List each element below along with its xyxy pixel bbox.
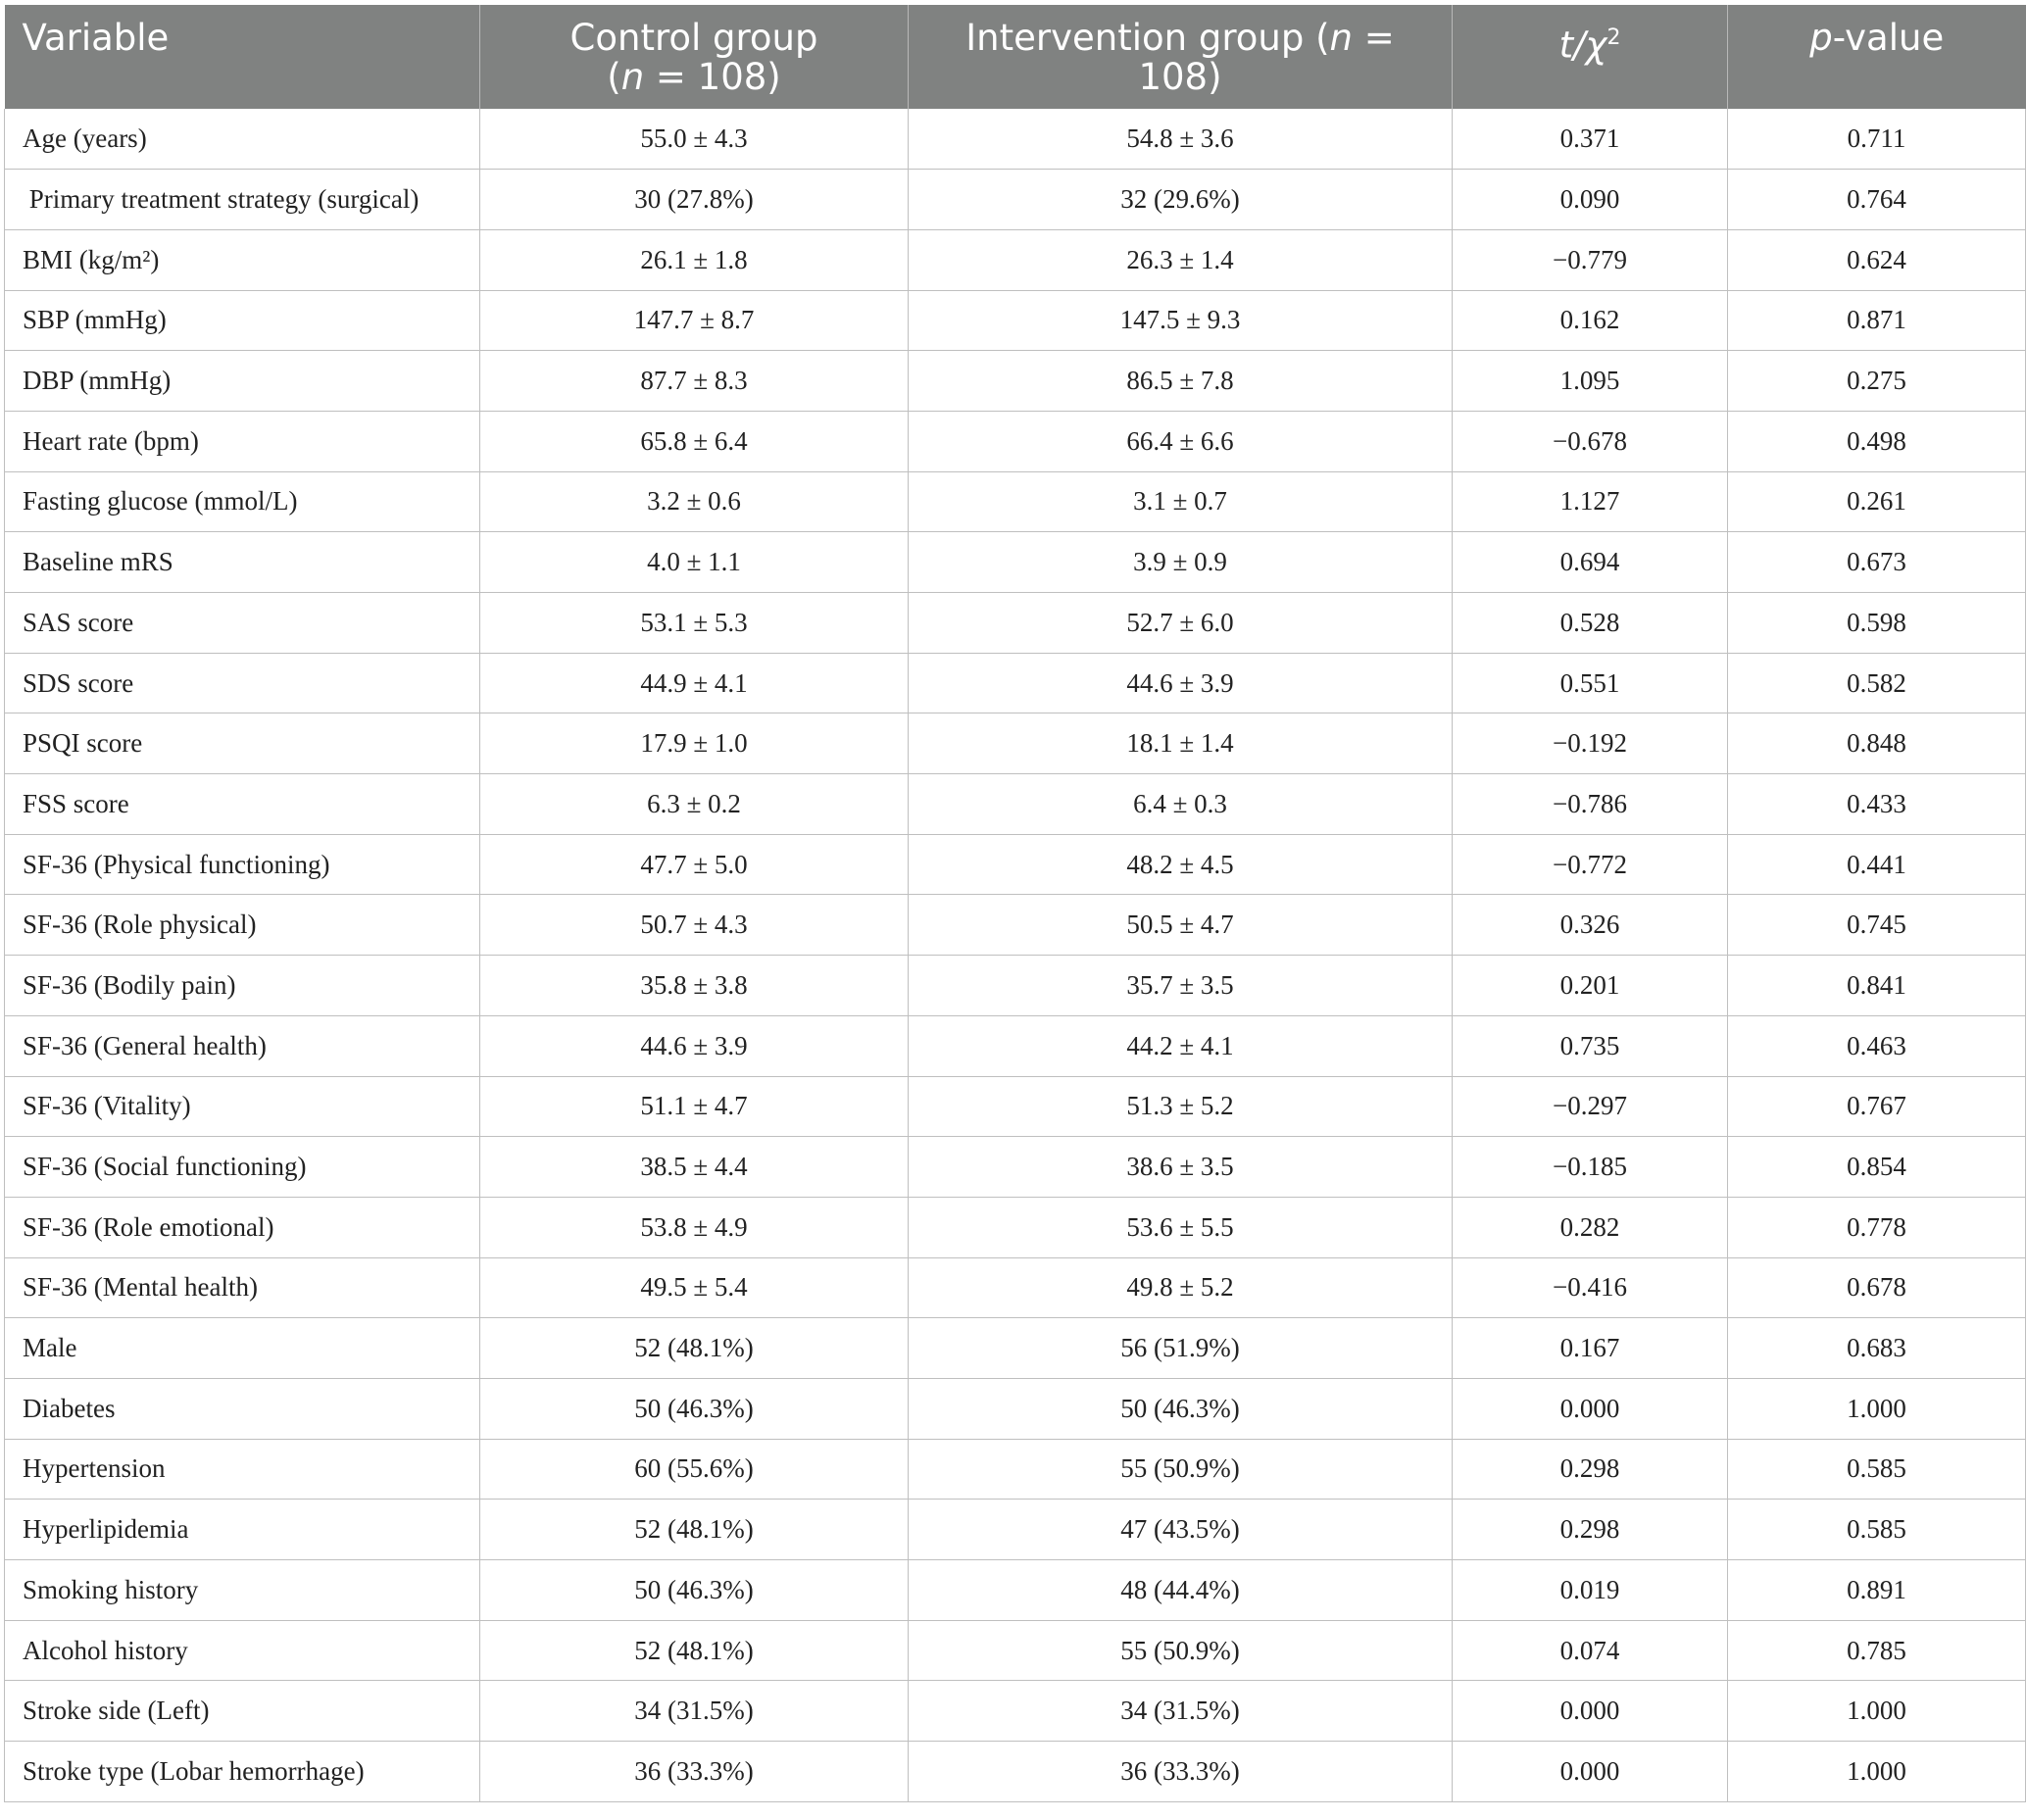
cell-intervention: 86.5 ± 7.8 xyxy=(909,351,1453,412)
cell-variable: Diabetes xyxy=(5,1378,480,1439)
cell-intervention: 147.5 ± 9.3 xyxy=(909,290,1453,351)
cell-intervention: 35.7 ± 3.5 xyxy=(909,956,1453,1016)
cell-statistic: 0.551 xyxy=(1453,653,1728,713)
cell-variable: SF-36 (Physical functioning) xyxy=(5,834,480,895)
table-row xyxy=(5,593,2026,654)
cell-control: 52 (48.1%) xyxy=(480,1620,909,1681)
cell-variable: SF-36 (Mental health) xyxy=(5,1257,480,1318)
cell-p-value: 0.624 xyxy=(1728,229,2026,290)
cell-p-value: 0.841 xyxy=(1728,956,2026,1016)
table-row xyxy=(5,1257,2026,1318)
cell-variable: SF-36 (Vitality) xyxy=(5,1076,480,1137)
cell-control: 50 (46.3%) xyxy=(480,1560,909,1621)
cell-control: 53.1 ± 5.3 xyxy=(480,593,909,654)
cell-variable: FSS score xyxy=(5,774,480,835)
cell-control: 30 (27.8%) xyxy=(480,170,909,230)
cell-statistic: 0.201 xyxy=(1453,956,1728,1016)
cell-variable: DBP (mmHg) xyxy=(5,351,480,412)
cell-statistic: 0.298 xyxy=(1453,1500,1728,1560)
cell-control: 44.6 ± 3.9 xyxy=(480,1015,909,1076)
table-row xyxy=(5,532,2026,593)
table-row xyxy=(5,1318,2026,1379)
cell-variable: Heart rate (bpm) xyxy=(5,411,480,471)
cell-intervention: 48.2 ± 4.5 xyxy=(909,834,1453,895)
cell-control: 17.9 ± 1.0 xyxy=(480,713,909,774)
cell-intervention: 52.7 ± 6.0 xyxy=(909,593,1453,654)
cell-statistic: 0.090 xyxy=(1453,170,1728,230)
cell-control: 52 (48.1%) xyxy=(480,1500,909,1560)
cell-p-value: 0.582 xyxy=(1728,653,2026,713)
cell-statistic: −0.297 xyxy=(1453,1076,1728,1137)
cell-statistic: −0.786 xyxy=(1453,774,1728,835)
cell-variable: Stroke type (Lobar hemorrhage) xyxy=(5,1742,480,1802)
cell-variable: SF-36 (Social functioning) xyxy=(5,1137,480,1198)
cell-intervention: 3.1 ± 0.7 xyxy=(909,471,1453,532)
table-row xyxy=(5,895,2026,956)
table-row xyxy=(5,411,2026,471)
header-intervention-group xyxy=(909,5,1453,109)
cell-intervention: 18.1 ± 1.4 xyxy=(909,713,1453,774)
cell-p-value: 0.778 xyxy=(1728,1197,2026,1257)
cell-p-value: 0.673 xyxy=(1728,532,2026,593)
cell-p-value: 0.275 xyxy=(1728,351,2026,412)
table-row xyxy=(5,290,2026,351)
header-row xyxy=(5,5,2026,109)
cell-variable: Baseline mRS xyxy=(5,532,480,593)
table-row xyxy=(5,1076,2026,1137)
cell-p-value: 0.585 xyxy=(1728,1500,2026,1560)
table-row xyxy=(5,1378,2026,1439)
cell-control: 60 (55.6%) xyxy=(480,1439,909,1500)
cell-control: 53.8 ± 4.9 xyxy=(480,1197,909,1257)
table-row xyxy=(5,351,2026,412)
header-variable xyxy=(5,5,480,109)
cell-control: 35.8 ± 3.8 xyxy=(480,956,909,1016)
cell-statistic: 0.735 xyxy=(1453,1015,1728,1076)
cell-variable: Fasting glucose (mmol/L) xyxy=(5,471,480,532)
cell-p-value: 0.261 xyxy=(1728,471,2026,532)
header-control-n-var: n xyxy=(620,56,645,98)
table-row xyxy=(5,471,2026,532)
cell-control: 4.0 ± 1.1 xyxy=(480,532,909,593)
cell-variable: Hyperlipidemia xyxy=(5,1500,480,1560)
table-row xyxy=(5,170,2026,230)
cell-control: 52 (48.1%) xyxy=(480,1318,909,1379)
cell-control: 6.3 ± 0.2 xyxy=(480,774,909,835)
cell-p-value: 1.000 xyxy=(1728,1742,2026,1802)
cell-intervention: 50 (46.3%) xyxy=(909,1378,1453,1439)
cell-statistic: 0.000 xyxy=(1453,1681,1728,1742)
cell-p-value: 0.764 xyxy=(1728,170,2026,230)
table-row xyxy=(5,1742,2026,1802)
cell-control: 38.5 ± 4.4 xyxy=(480,1137,909,1198)
cell-intervention: 48 (44.4%) xyxy=(909,1560,1453,1621)
cell-intervention: 36 (33.3%) xyxy=(909,1742,1453,1802)
cell-control: 3.2 ± 0.6 xyxy=(480,471,909,532)
cell-intervention: 44.6 ± 3.9 xyxy=(909,653,1453,713)
table-row xyxy=(5,1500,2026,1560)
table-row xyxy=(5,653,2026,713)
header-stat-sup: 2 xyxy=(1606,25,1621,50)
cell-variable: Alcohol history xyxy=(5,1620,480,1681)
cell-control: 47.7 ± 5.0 xyxy=(480,834,909,895)
cell-variable: SF-36 (Role physical) xyxy=(5,895,480,956)
cell-intervention: 51.3 ± 5.2 xyxy=(909,1076,1453,1137)
cell-variable: Hypertension xyxy=(5,1439,480,1500)
cell-control: 50.7 ± 4.3 xyxy=(480,895,909,956)
table-row xyxy=(5,713,2026,774)
header-p-value xyxy=(1728,5,2026,109)
cell-intervention: 47 (43.5%) xyxy=(909,1500,1453,1560)
cell-variable: SDS score xyxy=(5,653,480,713)
cell-statistic: −0.185 xyxy=(1453,1137,1728,1198)
header-control-group xyxy=(480,5,909,109)
cell-statistic: 0.326 xyxy=(1453,895,1728,956)
cell-statistic: −0.192 xyxy=(1453,713,1728,774)
table-row xyxy=(5,1681,2026,1742)
cell-control: 65.8 ± 6.4 xyxy=(480,411,909,471)
cell-p-value: 0.848 xyxy=(1728,713,2026,774)
cell-p-value: 1.000 xyxy=(1728,1378,2026,1439)
table-row xyxy=(5,1015,2026,1076)
cell-control: 34 (31.5%) xyxy=(480,1681,909,1742)
cell-intervention: 3.9 ± 0.9 xyxy=(909,532,1453,593)
cell-control: 26.1 ± 1.8 xyxy=(480,229,909,290)
cell-statistic: 0.528 xyxy=(1453,593,1728,654)
cell-statistic: 0.019 xyxy=(1453,1560,1728,1621)
cell-intervention: 6.4 ± 0.3 xyxy=(909,774,1453,835)
cell-p-value: 0.683 xyxy=(1728,1318,2026,1379)
cell-statistic: 0.282 xyxy=(1453,1197,1728,1257)
cell-p-value: 0.498 xyxy=(1728,411,2026,471)
cell-p-value: 0.711 xyxy=(1728,109,2026,170)
cell-variable: Male xyxy=(5,1318,480,1379)
table-row xyxy=(5,1560,2026,1621)
table-row xyxy=(5,1620,2026,1681)
table-body xyxy=(5,109,2026,1801)
cell-statistic: −0.779 xyxy=(1453,229,1728,290)
cell-variable: SF-36 (General health) xyxy=(5,1015,480,1076)
header-stat-label: t/χ xyxy=(1558,24,1607,67)
cell-intervention: 34 (31.5%) xyxy=(909,1681,1453,1742)
cell-intervention: 56 (51.9%) xyxy=(909,1318,1453,1379)
cell-variable: Stroke side (Left) xyxy=(5,1681,480,1742)
cell-intervention: 38.6 ± 3.5 xyxy=(909,1137,1453,1198)
cell-p-value: 0.598 xyxy=(1728,593,2026,654)
cell-intervention: 49.8 ± 5.2 xyxy=(909,1257,1453,1318)
cell-statistic: 0.074 xyxy=(1453,1620,1728,1681)
header-test-statistic xyxy=(1453,5,1728,109)
table-row xyxy=(5,1197,2026,1257)
table-row xyxy=(5,774,2026,835)
cell-control: 49.5 ± 5.4 xyxy=(480,1257,909,1318)
cell-p-value: 0.854 xyxy=(1728,1137,2026,1198)
cell-p-value: 0.463 xyxy=(1728,1015,2026,1076)
header-control-n-prefix: ( xyxy=(607,56,621,98)
cell-p-value: 0.785 xyxy=(1728,1620,2026,1681)
table-row xyxy=(5,834,2026,895)
header-p-italic: p xyxy=(1809,17,1833,59)
cell-p-value: 0.585 xyxy=(1728,1439,2026,1500)
cell-intervention: 32 (29.6%) xyxy=(909,170,1453,230)
cell-statistic: 0.167 xyxy=(1453,1318,1728,1379)
cell-statistic: −0.678 xyxy=(1453,411,1728,471)
header-control-n-suffix: = 108) xyxy=(644,56,781,98)
cell-intervention: 66.4 ± 6.6 xyxy=(909,411,1453,471)
table-row xyxy=(5,229,2026,290)
cell-statistic: 0.000 xyxy=(1453,1378,1728,1439)
cell-p-value: 0.441 xyxy=(1728,834,2026,895)
cell-variable: Age (years) xyxy=(5,109,480,170)
cell-control: 55.0 ± 4.3 xyxy=(480,109,909,170)
cell-p-value: 0.891 xyxy=(1728,1560,2026,1621)
cell-variable: BMI (kg/m²) xyxy=(5,229,480,290)
header-variable-label: Variable xyxy=(22,17,170,59)
cell-statistic: 0.000 xyxy=(1453,1742,1728,1802)
cell-variable: SF-36 (Bodily pain) xyxy=(5,956,480,1016)
cell-variable: SF-36 (Role emotional) xyxy=(5,1197,480,1257)
cell-statistic: 0.162 xyxy=(1453,290,1728,351)
baseline-characteristics-table xyxy=(4,5,2026,1802)
table-row xyxy=(5,109,2026,170)
cell-variable: SBP (mmHg) xyxy=(5,290,480,351)
table-header xyxy=(5,5,2026,109)
cell-control: 36 (33.3%) xyxy=(480,1742,909,1802)
cell-control: 44.9 ± 4.1 xyxy=(480,653,909,713)
header-intervention-suffix: = 108) xyxy=(1138,17,1395,98)
cell-p-value: 1.000 xyxy=(1728,1681,2026,1742)
cell-intervention: 44.2 ± 4.1 xyxy=(909,1015,1453,1076)
header-intervention-n-var: n xyxy=(1329,17,1353,59)
cell-statistic: −0.416 xyxy=(1453,1257,1728,1318)
cell-p-value: 0.678 xyxy=(1728,1257,2026,1318)
cell-variable: Primary treatment strategy (surgical) xyxy=(5,170,480,230)
cell-variable: PSQI score xyxy=(5,713,480,774)
cell-p-value: 0.433 xyxy=(1728,774,2026,835)
cell-statistic: 0.694 xyxy=(1453,532,1728,593)
cell-intervention: 55 (50.9%) xyxy=(909,1620,1453,1681)
table-row xyxy=(5,1137,2026,1198)
cell-statistic: 1.127 xyxy=(1453,471,1728,532)
cell-intervention: 54.8 ± 3.6 xyxy=(909,109,1453,170)
cell-p-value: 0.871 xyxy=(1728,290,2026,351)
cell-control: 147.7 ± 8.7 xyxy=(480,290,909,351)
table-row xyxy=(5,1439,2026,1500)
cell-variable: Smoking history xyxy=(5,1560,480,1621)
header-p-suffix: -value xyxy=(1832,17,1945,59)
header-control-label: Control group xyxy=(569,17,818,59)
cell-statistic: 1.095 xyxy=(1453,351,1728,412)
cell-p-value: 0.745 xyxy=(1728,895,2026,956)
cell-variable: SAS score xyxy=(5,593,480,654)
cell-statistic: 0.298 xyxy=(1453,1439,1728,1500)
table-row xyxy=(5,956,2026,1016)
cell-intervention: 55 (50.9%) xyxy=(909,1439,1453,1500)
cell-intervention: 50.5 ± 4.7 xyxy=(909,895,1453,956)
cell-intervention: 53.6 ± 5.5 xyxy=(909,1197,1453,1257)
cell-statistic: −0.772 xyxy=(1453,834,1728,895)
cell-control: 87.7 ± 8.3 xyxy=(480,351,909,412)
cell-statistic: 0.371 xyxy=(1453,109,1728,170)
cell-control: 50 (46.3%) xyxy=(480,1378,909,1439)
header-intervention-prefix: Intervention group ( xyxy=(965,17,1330,59)
cell-control: 51.1 ± 4.7 xyxy=(480,1076,909,1137)
cell-p-value: 0.767 xyxy=(1728,1076,2026,1137)
cell-intervention: 26.3 ± 1.4 xyxy=(909,229,1453,290)
